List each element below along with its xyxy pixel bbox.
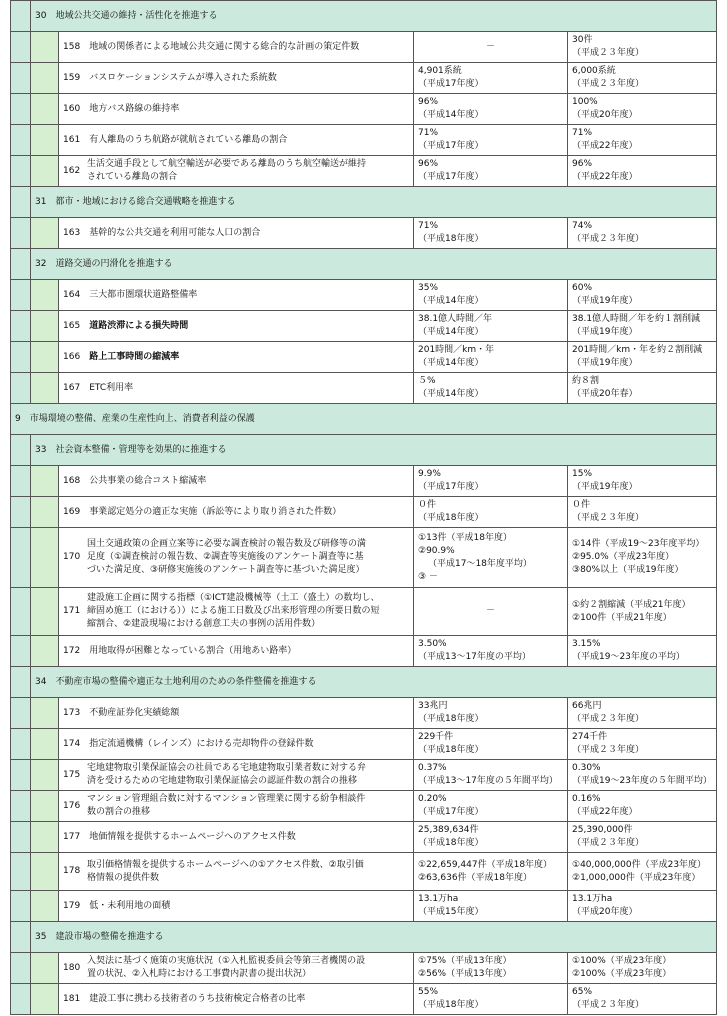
baseline-value: 229千件 （平成18年度） — [414, 729, 568, 760]
target-value: 約８割 （平成20年春） — [568, 373, 717, 404]
section-title: 不動産市場の整備や適正な土地利用のための条件整備を推進する — [55, 676, 317, 687]
row-number: 173 — [63, 707, 81, 718]
row-number: 162 — [63, 165, 81, 176]
row-number: 174 — [63, 738, 81, 749]
indicator-label: ETC利用率 — [89, 382, 134, 393]
table-row — [11, 466, 717, 497]
row-number: 175 — [63, 769, 81, 780]
group-header — [11, 404, 717, 435]
row-number: 171 — [63, 606, 81, 616]
row-number: 172 — [63, 645, 81, 656]
target-value: 66兆円 （平成２３年度） — [568, 698, 717, 729]
table-row — [11, 497, 717, 528]
baseline-value: 55% （平成18年度） — [414, 984, 568, 1015]
group-title: 市場環境の整備、産業の生産性向上、消費者利益の保護 — [29, 413, 255, 424]
indicator-label: 路上工事時間の縮減率 — [89, 351, 180, 362]
target-value: 6,000系統 （平成２３年度） — [568, 63, 717, 94]
table-row — [11, 953, 717, 984]
indicator-label: 低・未利用地の面積 — [89, 900, 171, 911]
table-row — [11, 791, 717, 822]
table-row — [11, 63, 717, 94]
table-row — [11, 373, 717, 404]
row-number: 180 — [63, 962, 81, 973]
baseline-value: 4,901系統 （平成17年度） — [414, 63, 568, 94]
table-row — [11, 32, 717, 63]
row-number: 178 — [63, 866, 81, 876]
baseline-value: 71% （平成18年度） — [414, 218, 568, 249]
baseline-value: 71% （平成17年度） — [414, 125, 568, 156]
indicator-label: 地方バス路線の維持率 — [89, 103, 180, 114]
row-number: 170 — [63, 552, 81, 562]
target-value: ①約２割縮減（平成21年度） ②100件（平成21年度） — [568, 588, 717, 636]
section-title: 地域公共交通の維持・活性化を推進する — [55, 10, 218, 21]
target-value: 65% （平成２３年度） — [568, 984, 717, 1015]
target-value: 96% （平成22年度） — [568, 156, 717, 187]
section-header — [11, 187, 717, 218]
target-value: 71% （平成22年度） — [568, 125, 717, 156]
indicator-label: 用地取得が困難となっている割合（用地あい路率） — [89, 645, 297, 656]
row-number: 181 — [63, 993, 81, 1004]
indicator-label: バスロケーションシステムが導入された系統数 — [89, 72, 277, 83]
row-number: 166 — [63, 351, 81, 362]
baseline-value: 35% （平成14年度） — [414, 280, 568, 311]
section-title: 道路交通の円滑化を推進する — [55, 258, 173, 269]
indicator-label: 建設工事に携わる技術者のうち技術検定合格者の比率 — [89, 993, 306, 1004]
section-number: 34 — [35, 676, 47, 687]
section-number: 32 — [35, 258, 47, 269]
table-row — [11, 588, 717, 636]
section-title: 社会資本整備・管理等を効果的に推進する — [55, 444, 227, 455]
table-row — [11, 853, 717, 891]
indicator-label: マンション管理組合数に対するマンション管理業に関する紛争相談件 数の割合の推移 — [87, 794, 366, 817]
table-row — [11, 822, 717, 853]
target-value: ①40,000,000件（平成23年度） ②1,000,000件（平成23年度） — [568, 853, 717, 891]
indicator-label: 基幹的な公共交通を利用可能な人口の割合 — [89, 227, 261, 238]
baseline-value: 0.37% （平成13～17年度の５年間平均） — [414, 760, 568, 791]
baseline-value: 0.20% （平成17年度） — [414, 791, 568, 822]
row-number: 161 — [63, 134, 81, 145]
group-number: 9 — [15, 413, 21, 424]
section-number: 33 — [35, 444, 47, 455]
table-row — [11, 342, 717, 373]
row-number: 167 — [63, 382, 81, 393]
indicator-label: 不動産証券化実績総額 — [89, 707, 180, 718]
section-header — [11, 1, 717, 32]
table-row — [11, 729, 717, 760]
indicator-label: 国土交通政策の企画立案等に必要な調査検討の報告数及び研修等の満 足度（①調査検討の報告数、②調査等実施後のアンケート調査等に基 づいた満足度、③研修実施後のアンケート調査等に基づいた満足度） — [87, 539, 367, 575]
table-row — [11, 94, 717, 125]
table-row — [11, 311, 717, 342]
target-value: 30件 （平成２３年度） — [568, 32, 717, 63]
section-header — [11, 667, 717, 698]
indicator-label: 宅地建物取引業保証協会の社員である宅地建物取引業者数に対する弁 済を受けるための宅地建物取引業保証協会の認証件数の割合の推移 — [87, 763, 367, 786]
indicator-label: 地域の関係者による地域公共交通に関する総合的な計画の策定件数 — [89, 41, 360, 52]
row-number: 179 — [63, 900, 81, 911]
indicator-label: 取引価格情報を提供するホームページへの①アクセス件数、②取引価 格情報の提供件数 — [87, 859, 364, 883]
baseline-value: － — [414, 32, 568, 63]
baseline-value: 9.9% （平成17年度） — [414, 466, 568, 497]
target-value: 15% （平成19年度） — [568, 466, 717, 497]
indicator-label: 指定流通機構（レインズ）における売却物件の登録件数 — [89, 738, 314, 749]
indicator-label: 有人離島のうち航路が就航されている離島の割合 — [89, 134, 288, 145]
table-row — [11, 280, 717, 311]
baseline-value: 33兆円 （平成18年度） — [414, 698, 568, 729]
table-row — [11, 698, 717, 729]
section-header — [11, 249, 717, 280]
table-row — [11, 218, 717, 249]
table-row — [11, 984, 717, 1015]
row-number: 160 — [63, 103, 81, 114]
target-value: 74% （平成２３年度） — [568, 218, 717, 249]
indicator-table — [10, 0, 717, 1015]
indicator-label: 建設施工企画に関する指標（①ICT建設機械等（土工（盛土）の数均し、 締固め施工（における））による施工日数及び出来形管理の所要日数の短 縮割合、②建設現場における創意工夫の事例の活用件数） — [87, 593, 380, 629]
target-value: 274千件 （平成２３年度） — [568, 729, 717, 760]
table-row — [11, 636, 717, 667]
section-title: 建設市場の整備を推進する — [55, 931, 164, 942]
target-value: 25,390,000件 （平成２３年度） — [568, 822, 717, 853]
baseline-value: ①22,659,447件（平成18年度） ②63,636件（平成18年度） — [414, 853, 568, 891]
baseline-value: 25,389,634件 （平成18年度） — [414, 822, 568, 853]
baseline-value: ０件 （平成18年度） — [414, 497, 568, 528]
section-title: 都市・地域における総合交通戦略を推進する — [55, 196, 236, 207]
indicator-label: 地価情報を提供するホームページへのアクセス件数 — [89, 831, 296, 842]
table-row — [11, 156, 717, 187]
target-value: 60% （平成19年度） — [568, 280, 717, 311]
target-value: 3.15% （平成19～23年度の平均） — [568, 636, 717, 667]
baseline-value: 13.1万ha （平成15年度） — [414, 891, 568, 922]
section-number: 31 — [35, 196, 47, 207]
section-header — [11, 435, 717, 466]
baseline-value: ①75%（平成13年度） ②56%（平成13年度） — [414, 953, 568, 984]
table-row — [11, 891, 717, 922]
target-value: ０件 （平成２３年度） — [568, 497, 717, 528]
indicator-label: 道路渋滞による損失時間 — [89, 320, 189, 331]
row-number: 158 — [63, 41, 81, 52]
table-row — [11, 528, 717, 588]
row-number: 164 — [63, 289, 81, 300]
target-value: 0.30% （平成19～23年度の５年間平均） — [568, 760, 717, 791]
target-value: ①14件（平成19～23年度平均） ②95.0%（平成23年度） ③80%以上（平成19年度） — [568, 528, 717, 588]
section-number: 35 — [35, 931, 47, 942]
baseline-value: － — [414, 588, 568, 636]
row-number: 163 — [63, 227, 81, 238]
target-value: ①100%（平成23年度） ②100%（平成23年度） — [568, 953, 717, 984]
indicator-label: 公共事業の総合コスト縮減率 — [89, 475, 207, 486]
baseline-value: ５% （平成14年度） — [414, 373, 568, 404]
row-number: 165 — [63, 320, 81, 331]
baseline-value: 201時間／km・年 （平成14年度） — [414, 342, 568, 373]
baseline-value: 96% （平成14年度） — [414, 94, 568, 125]
row-number: 176 — [63, 800, 81, 811]
indicator-label: 事業認定処分の適正な実施（訴訟等により取り消された件数） — [89, 506, 342, 517]
section-header — [11, 922, 717, 953]
row-number: 169 — [63, 506, 81, 517]
section-number: 30 — [35, 10, 47, 21]
target-value: 100% （平成20年度） — [568, 94, 717, 125]
table-row — [11, 125, 717, 156]
table-row — [11, 760, 717, 791]
indicator-label: 生活交通手段として航空輸送が必要である離島のうち航空輸送が維持 されている離島の割合 — [87, 159, 367, 182]
indicator-label: 三大都市圏環状道路整備率 — [89, 289, 198, 300]
target-value: 201時間／km・年を約２割削減 （平成19年度） — [568, 342, 717, 373]
indicator-label: 入契法に基づく施策の実施状況（①入札監視委員会等第三者機関の設 置の状況、②入札時における工事費内訳書の提出状況） — [87, 956, 366, 979]
target-value: 0.16% （平成22年度） — [568, 791, 717, 822]
baseline-value: 96% （平成17年度） — [414, 156, 568, 187]
target-value: 38.1億人時間／年を約１割削減 （平成19年度） — [568, 311, 717, 342]
baseline-value: 38.1億人時間／年 （平成14年度） — [414, 311, 568, 342]
row-number: 168 — [63, 475, 81, 486]
target-value: 13.1万ha （平成20年度） — [568, 891, 717, 922]
row-number: 159 — [63, 72, 81, 83]
baseline-value: 3.50% （平成13～17年度の平均） — [414, 636, 568, 667]
row-number: 177 — [63, 831, 81, 842]
baseline-value: ①13件（平成18年度） ②90.9% （平成17～18年度平均） ③ － — [414, 528, 568, 588]
